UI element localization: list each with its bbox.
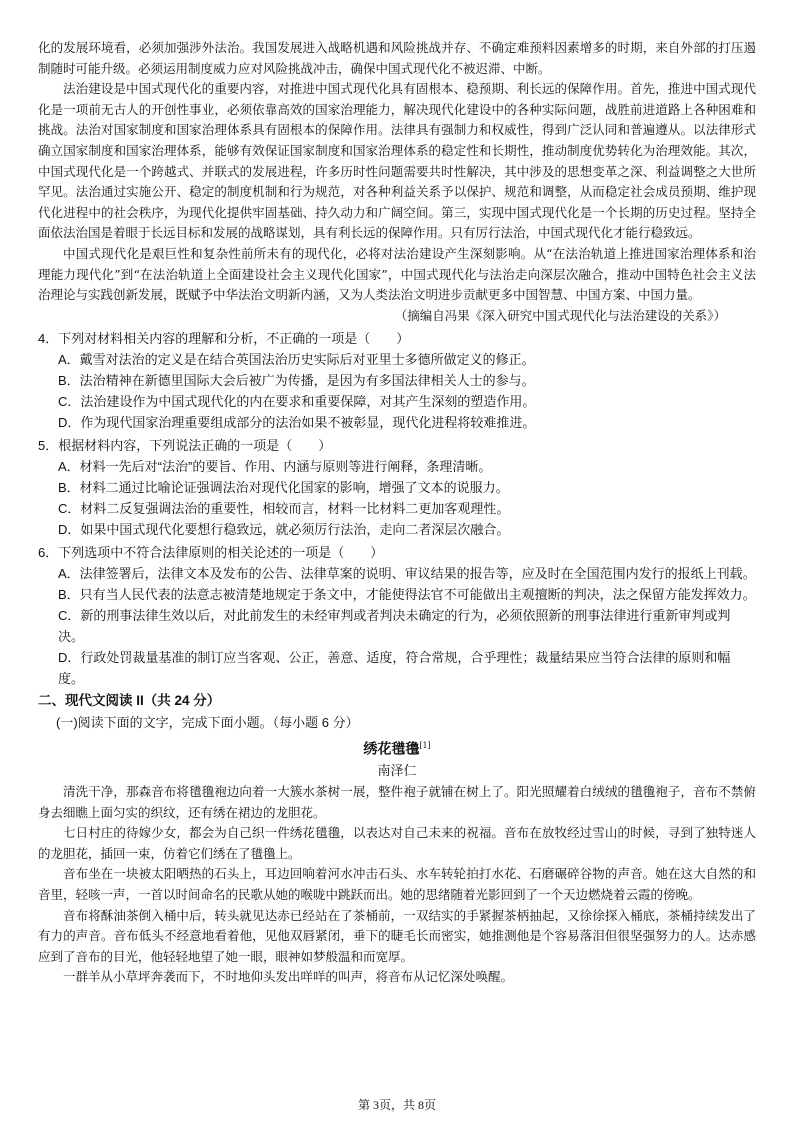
section-heading: 二、现代文阅读 II（共 24 分） [38, 693, 221, 709]
option-c: C．材料二反复强调法治的重要性，相较而言，材料一比材料二更加客观理性。 [58, 501, 510, 517]
question-stem: 6．下列选项中不符合法律原则的相关论述的一项是（ ） [38, 545, 384, 561]
story-paragraph: 音布将酥油茶倒入桶中后，转头就见达赤已经站在了茶桶前，一双结实的手紧握茶柄抽起，又徐徐探入桶底，茶桶持续发出了有力的声音。音布低头不经意地看着他，见他双唇紧闭，垂下的睫毛长而密实，她推测他是个容易落泪但很坚强努力的人。达赤感应到了音布的目光，他轻轻地望了她一眼，眼神如梦般温和而宽厚。 [38, 907, 756, 964]
option-b: B．法治精神在新德里国际大会后被广为传播，是因为有多国法律相关人士的参与。 [58, 373, 535, 389]
footnote-marker: [1] [419, 741, 431, 751]
option-d: D．作为现代国家治理重要组成部分的法治如果不被彰显，现代化进程将较难推进。 [58, 415, 536, 431]
option-d: D．行政处罚裁量基准的制订应当客观、公正，善意、适度，符合常规，合乎理性；裁量结果应当符合法律的原则和幅度。 [58, 650, 731, 687]
question-stem: 5．根据材料内容，下列说法正确的一项是（ ） [38, 438, 332, 454]
material-paragraph: 中国式现代化是艰巨性和复杂性前所未有的现代化，必将对法治建设产生深刻影响。从“在法治轨道上推进国家治理体系和治理能力现代化”到“在法治轨道上全面建设社会主义现代化国家”，中国式现代化与法治走向深层次融合，推动中国特色社会主义法治理论与实践创新发展，既赋予中华法治文明新内涵，又为人类法治文明进步贡献更多中国智慧、中国方案、中国力量。 [38, 245, 756, 303]
exam-page [38, 38, 756, 988]
story-paragraph: 一群羊从小草坪奔袭而下，不时地仰头发出咩咩的叫声，将音布从记忆深处唤醒。 [63, 969, 514, 985]
option-b: B．材料二通过比喻论证强调法治对现代化国家的影响，增强了文本的说服力。 [58, 480, 509, 496]
story-paragraph: 七日村庄的待嫁少女，都会为自己织一件绣花氆氇，以表达对自己未来的祝福。音布在放牧经过雪山的时候，寻到了独特迷人的龙胆花，插回一束，仿着它们绣在了氆氇上。 [38, 825, 756, 861]
material-paragraph: 法治建设是中国式现代化的重要内容，对推进中国式现代化具有固根本、稳预期、利长远的保障作用。首先，推进中国式现代化是一项前无古人的开创性事业，必须依靠高效的国家治理能力，解决现代化建设中的各种实际问题，战胜前进道路上各种困难和挑战。法治对国家制度和国家治理体系具有固根本的保障作用。法律具有强制力和权威性，得到广泛认同和普遍遵从。以法律形式确立国家制度和国家治理体系，能够有效保证国家制度和国家治理体系的稳定性和长期性，推动制度优势转化为治理效能。其次，中国式现代化是一个跨越式、并联式的发展进程，许多历时性问题需要共时性解决，其中涉及的思想变革之深、利益调整之大世所罕见。法治通过实施公开、稳定的制度机制和行为规范，对各种利益关系予以保护、规范和调整，从而稳定社会成员预期、维护现代化进程中的社会秩序，为现代化提供牢固基础、持久动力和广阔空间。第三，实现中国式现代化是一个长期的历史过程。坚持全面依法治国是着眼于长远目标和发展的战略谋划，具有利长远的保障作用。只有厉行法治，中国式现代化才能行稳致远。 [38, 81, 756, 241]
question-stem: 4．下列对材料相关内容的理解和分析，不正确的一项是（ ） [38, 331, 410, 347]
page-footer: 第 3页，共 8页 [357, 1098, 436, 1112]
subsection-instruction: (一)阅读下面的文字，完成下面小题。（每小题 6 分） [56, 715, 359, 731]
question-5 [38, 435, 756, 540]
source-citation: （摘编自冯果《深入研究中国式现代化与法治建设的关系》） [394, 307, 726, 323]
story-title [38, 735, 756, 761]
option-b: B．只有当人民代表的法意志被清楚地规定于条文中，才能使得法官不可能做出主观擅断的判决，法之保留方能发挥效力。 [58, 587, 756, 603]
story-paragraph: 音布坐在一块被太阳晒热的石头上，耳边回响着河水冲击石头、水车转轮拍打水花、石磨碾碎谷物的声音。她在这大自然的和音里，轻咳一声，一首以时间命名的民歌从她的喉咙中跳跃而出。她的思绪随着光影回到了一个天边燃烧着云霞的傍晚。 [38, 866, 756, 902]
option-a: A．材料一先后对“法治”的要旨、作用、内涵与原则等进行阐释，条理清晰。 [58, 459, 492, 475]
material-paragraph: 化的发展环境看，必须加强涉外法治。我国发展进入战略机遇和风险挑战并存、不确定难预料因素增多的时期，来自外部的打压遏制随时可能升级。必须运用制度威力应对风险挑战冲击，确保中国式现代化不被迟滞、中断。 [38, 40, 756, 76]
story-title-text: 绣花氆氇 [363, 741, 420, 758]
question-6 [38, 542, 756, 689]
option-a: A．戴雪对法治的定义是在结合英国法治历史实际后对亚里士多德所做定义的修正。 [58, 352, 535, 368]
option-a: A．法律签署后，法律文本及发布的公告、法律草案的说明、审议结果的报告等，应及时在全国范围内发行的报纸上刊载。 [58, 566, 756, 582]
option-c: C．法治建设作为中国式现代化的内在要求和重要保障，对其产生深刻的塑造作用。 [58, 394, 536, 410]
option-c: C．新的刑事法律生效以后，对此前发生的未经审判或者判决未确定的行为，必须依照新的刑事法律进行重新审判或判决。 [58, 608, 731, 645]
option-d: D．如果中国式现代化要想行稳致远，就必须厉行法治，走向二者深层次融合。 [58, 522, 510, 538]
story-paragraph: 清洗干净，那森音布将氆氇袍边向着一大簇水茶树一展，整件袍子就铺在树上了。阳光照耀着白绒绒的氆氇袍子，音布不禁俯身去细瞧上面匀实的织纹，还有绣在裙边的龙胆花。 [38, 783, 756, 820]
question-4 [38, 328, 756, 433]
story-author: 南泽仁 [377, 763, 417, 779]
